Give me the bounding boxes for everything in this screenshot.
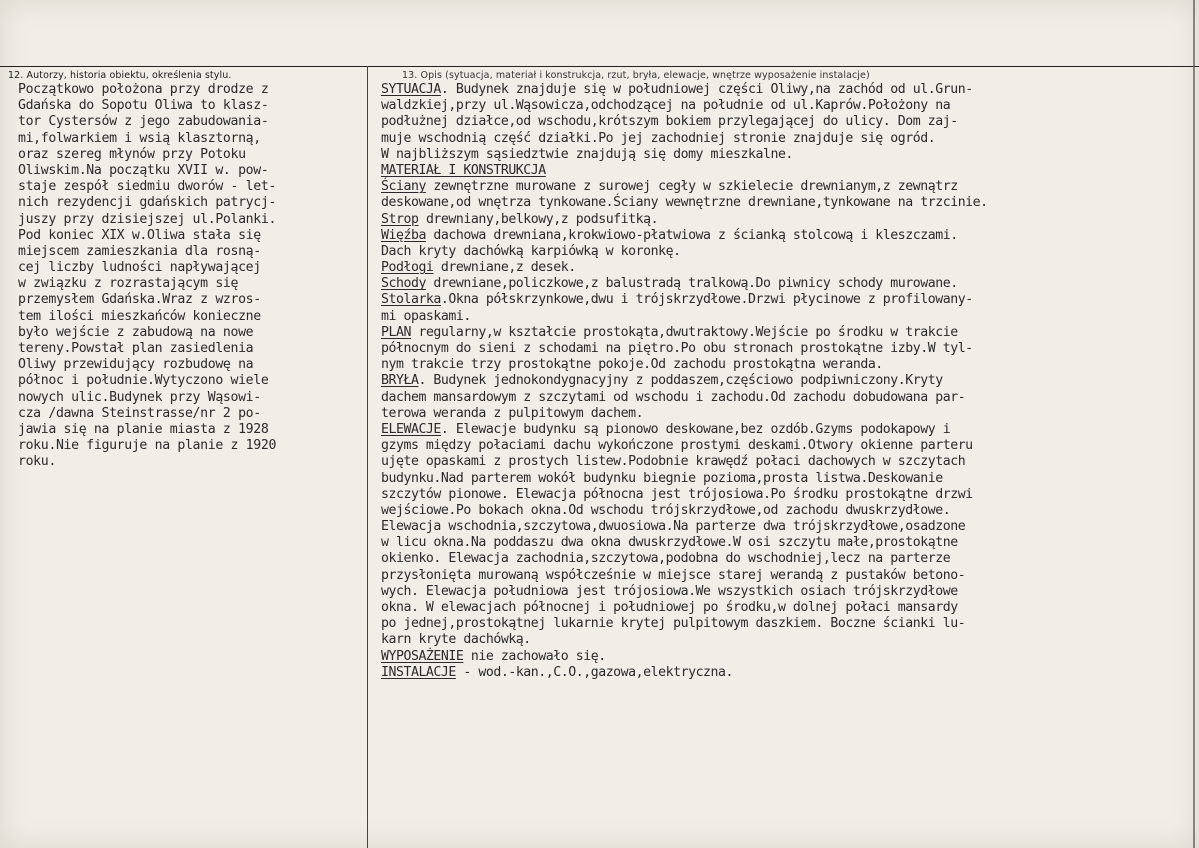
line-text: budynku.Nad parterem wokół budynku biegnie pozioma,prosta listwa.Deskowanie (381, 470, 943, 486)
history-text (18, 82, 276, 471)
line-text: drewniane,z desek. (433, 260, 576, 276)
description-line (381, 632, 988, 648)
line-text: mi opaskami. (381, 308, 471, 324)
description-line (381, 568, 988, 584)
description-line (381, 114, 988, 130)
description-line (381, 503, 988, 519)
description-line (381, 422, 988, 438)
header-rule (0, 66, 1199, 67)
section-keyword: Ściany (381, 179, 426, 195)
history-line: nowych ulic.Budynek przy Wąsowi- (18, 389, 261, 405)
section-12-heading: 12. Autorzy, historia obiektu, określenia stylu. (8, 70, 232, 81)
history-line: było wejście z zabudową na nowe (18, 324, 254, 340)
line-text: po jednej,prostokątnej lukarnie krytej pulpitowym daszkiem. Boczne ścianki lu- (381, 616, 966, 632)
description-line (381, 551, 988, 567)
history-line: Oliwskim.Na początku XVII w. pow- (18, 162, 269, 178)
line-text: - wod.-kan.,C.O.,gazowa,elektryczna. (455, 664, 734, 680)
history-line: Pod koniec XIX w.Oliwa stała się (18, 227, 261, 243)
description-line (381, 260, 988, 276)
description-line (381, 454, 988, 470)
history-line: roku.Nie figuruje na planie z 1920 (18, 438, 277, 454)
history-line: Początkowo położona przy drodze z (18, 82, 269, 97)
description-line (381, 309, 988, 325)
description-line (381, 325, 988, 341)
line-text: podłużnej działce,od wschodu,krótszym bokiem przylegającej do ulicy. Dom zaj- (381, 114, 958, 130)
line-text: wych. Elewacja południowa jest trójosiowa.We wszystkich osiach trójskrzydłowe (381, 583, 958, 599)
description-line (381, 82, 988, 98)
description-line (381, 244, 988, 260)
description-line (381, 195, 988, 211)
description-line (381, 341, 988, 357)
history-line: juszy przy dzisiejszej ul.Polanki. (18, 211, 277, 227)
history-line: Oliwy przewidujący rozbudowę na (18, 357, 254, 373)
description-line (381, 406, 988, 422)
line-text: muje wschodnią część działki.Po jej zachodniej stronie znajduje się ogród. (381, 130, 936, 146)
history-line: roku. (18, 454, 56, 470)
section-keyword: PLAN (381, 324, 411, 340)
section-keyword: MATERIAŁ I KONSTRUKCJA (381, 162, 546, 178)
section-keyword: Schody (381, 276, 426, 292)
description-line (381, 131, 988, 147)
line-text: dachem mansardowym z szczytami od wschodu i zachodu.Od zachodu dobudowana par- (381, 389, 966, 405)
description-line (381, 292, 988, 308)
history-line: tereny.Powstał plan zasiedlenia (18, 341, 254, 356)
column-divider (367, 66, 368, 848)
history-line: staje zespół siedmiu dworów - let- (18, 179, 277, 195)
section-keyword: ELEWACJE (381, 421, 441, 437)
line-text: ujęte opaskami z prostych listew.Podobnie krawędź połaci dachowych w szczytach (381, 454, 966, 470)
description-line (381, 649, 988, 665)
line-text: terowa weranda z pulpitowym dachem. (381, 405, 644, 421)
line-text: drewniane,policzkowe,z balustradą tralkową.Do piwnicy schody murowane. (425, 276, 958, 292)
card-edge (1193, 0, 1195, 848)
line-text: gzyms między połaciami dachu wykończone prostymi deskami.Otwory okienne parteru (381, 438, 973, 454)
description-line (381, 471, 988, 487)
line-text: deskowane,od wnętrza tynkowane.Ściany wewnętrzne drewniane,tynkowane na trzcinie. (381, 195, 988, 211)
description-line (381, 665, 988, 681)
line-text: . Elewacje budynku są pionowo deskowane,bez ozdób.Gzyms podokapowy i (440, 421, 951, 437)
history-line: cza /dawna Steinstrasse/nr 2 po- (18, 405, 261, 421)
description-text (381, 82, 988, 681)
line-text: Elewacja wschodnia,szczytowa,dwuosiowa.Na parterze dwa trójskrzydłowe,osadzone (381, 519, 966, 535)
line-text: w licu okna.Na poddaszu dwa okna dwuskrzydłowe.W osi szczytu małe,prostokątne (381, 535, 958, 551)
line-text: zewnętrzne murowane z surowej cegły w szkielecie drewnianym,z zewnątrz (425, 179, 958, 195)
description-line (381, 98, 988, 114)
line-text: okienko. Elewacja zachodnia,szczytowa,podobna do wschodniej,lecz na parterze (381, 551, 951, 567)
line-text: karn kryte dachówką. (381, 632, 531, 648)
history-line: miejscem zamieszkania dla rosną- (18, 243, 261, 259)
history-line: w związku z rozrastającym się (18, 276, 239, 292)
line-text: W najbliższym sąsiedztwie znajdują się domy mieszkalne. (381, 146, 793, 162)
history-line: tem ilości mieszkańców konieczne (18, 308, 261, 324)
history-line: tor Cystersów z jego zabudowania- (18, 114, 269, 130)
description-line (381, 535, 988, 551)
description-line (381, 373, 988, 389)
description-line (381, 147, 988, 163)
description-line (381, 487, 988, 503)
description-line (381, 357, 988, 373)
history-line: mi,folwarkiem i wsią klasztorną, (18, 130, 261, 146)
section-keyword: Strop (381, 211, 419, 227)
section-keyword: BRYŁA (381, 373, 419, 389)
line-text: Dach kryty dachówką karpiówką w koronkę. (381, 243, 681, 259)
history-line: cej liczby ludności napływającej (18, 260, 261, 276)
description-line (381, 438, 988, 454)
description-line (381, 519, 988, 535)
section-keyword: Więźba (381, 227, 426, 243)
description-line (381, 616, 988, 632)
section-keyword: INSTALACJE (381, 664, 456, 680)
history-line: oraz szereg młynów przy Potoku (18, 146, 246, 162)
line-text: waldzkiej,przy ul.Wąsowicza,odchodzącej na południe od ul.Kaprów.Położony na (381, 98, 951, 114)
line-text: nym trakcie trzy prostokątne pokoje.Od zachodu prostokątna weranda. (381, 357, 883, 373)
line-text: . Budynek znajduje się w południowej części Oliwy,na zachód od ul.Grun- (440, 82, 973, 97)
history-line: jawia się na planie miasta z 1928 (18, 421, 269, 437)
section-keyword: WYPOSAŻENIE (381, 648, 464, 664)
description-line (381, 390, 988, 406)
line-text: . Budynek jednokondygnacyjny z poddaszem,częściowo podpiwniczony.Kryty (418, 373, 943, 389)
line-text: wejściowe.Po bokach okna.Od wschodu trójskrzydłowe,od zachodu dwuskrzydłowe. (381, 502, 951, 518)
line-text: północnym do sieni z schodami na piętro.Po obu stronach prostokątne izby.W tyl- (381, 341, 973, 356)
line-text: .Okna półskrzynkowe,dwu i trójskrzydłowe.Drzwi płycinowe z profilowany- (440, 292, 973, 308)
section-13-heading: 13. Opis (sytuacja, materiał i konstrukcja, rzut, bryła, elewacje, wnętrze wyposażenie instalacje) (402, 70, 870, 81)
line-text: drewniany,belkowy,z podsufitką. (418, 211, 659, 227)
line-text: regularny,w kształcie prostokąta,dwutraktowy.Wejście po środku w trakcie (410, 324, 958, 340)
line-text: przysłonięta murowaną współcześnie w miejsce starej werandą z pustaków betono- (381, 567, 966, 583)
description-line (381, 179, 988, 195)
history-line: nich rezydencji gdańskich patrycj- (18, 195, 277, 211)
description-line (381, 212, 988, 228)
description-line (381, 163, 988, 179)
history-line: przemysłem Gdańska.Wraz z wzros- (18, 292, 261, 308)
section-keyword: Podłogi (381, 260, 434, 276)
line-text: szczytów pionowe. Elewacja północna jest trójosiowa.Po środku prostokątne drzwi (381, 486, 973, 502)
section-keyword: Stolarka (381, 292, 441, 308)
history-line: północ i południe.Wytyczono wiele (18, 373, 269, 389)
line-text: dachowa drewniana,krokwiowo-płatwiowa z ścianką stolcową i kleszczami. (425, 227, 958, 243)
description-line (381, 600, 988, 616)
line-text: nie zachowało się. (463, 648, 606, 664)
description-line (381, 276, 988, 292)
description-line (381, 584, 988, 600)
description-line (381, 228, 988, 244)
section-keyword: SYTUACJA (381, 82, 441, 97)
line-text: okna. W elewacjach północnej i południowej po środku,w dolnej połaci mansardy (381, 600, 958, 615)
history-line: Gdańska do Sopotu Oliwa to klasz- (18, 98, 269, 114)
